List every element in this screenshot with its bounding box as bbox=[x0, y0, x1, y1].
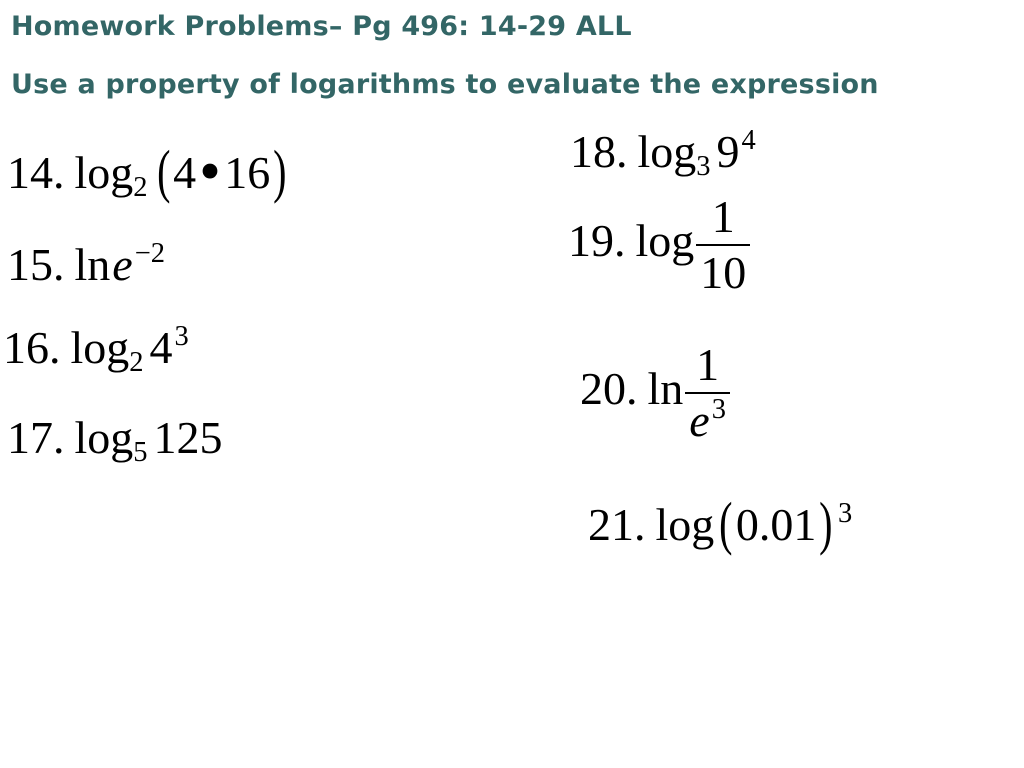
problem-17 bbox=[7, 412, 223, 468]
open-paren: ( bbox=[156, 139, 171, 204]
log-base: 2 bbox=[129, 346, 144, 378]
log-function: log bbox=[655, 499, 715, 551]
problem-20 bbox=[580, 339, 730, 446]
problem-15 bbox=[7, 238, 166, 290]
denominator-exponent: 3 bbox=[711, 394, 726, 426]
operand-b: 16 bbox=[224, 147, 271, 199]
fraction bbox=[696, 191, 750, 298]
multiply-dot: • bbox=[199, 136, 222, 206]
problem-14 bbox=[7, 136, 290, 206]
problem-number: 15. bbox=[7, 239, 65, 290]
slide-subtitle: Use a property of logarithms to evaluate the expression bbox=[11, 69, 879, 100]
ln-function: ln bbox=[647, 362, 684, 414]
problem-21 bbox=[588, 491, 853, 556]
argument: e bbox=[112, 239, 133, 290]
open-paren: ( bbox=[719, 491, 733, 556]
close-paren: ) bbox=[273, 139, 287, 204]
log-function: log bbox=[74, 147, 134, 199]
problem-16 bbox=[3, 321, 189, 378]
denominator bbox=[685, 392, 730, 444]
operand-a: 4 bbox=[173, 147, 197, 199]
log-function: log bbox=[74, 412, 134, 463]
log-base: 5 bbox=[133, 436, 148, 468]
close-paren: ) bbox=[819, 491, 833, 556]
problem-number: 21. bbox=[588, 499, 646, 551]
log-function: log bbox=[635, 214, 695, 266]
exponent: 4 bbox=[741, 125, 756, 157]
numerator: 1 bbox=[696, 339, 720, 390]
ln-function: ln bbox=[74, 239, 111, 290]
exponent: 3 bbox=[838, 498, 853, 530]
problem-18 bbox=[570, 125, 756, 182]
denominator-base: e bbox=[689, 395, 710, 446]
problem-number: 14. bbox=[7, 147, 65, 199]
slide-title: Homework Problems– Pg 496: 14-29 ALL bbox=[11, 11, 632, 42]
fraction bbox=[685, 339, 730, 446]
log-function: log bbox=[637, 126, 697, 177]
numerator: 1 bbox=[711, 191, 735, 242]
log-function: log bbox=[70, 322, 130, 373]
problem-number: 17. bbox=[7, 412, 65, 463]
argument: 4 bbox=[149, 322, 173, 373]
problem-number: 20. bbox=[580, 362, 638, 414]
argument: 125 bbox=[153, 412, 223, 463]
problem-number: 19. bbox=[568, 214, 626, 266]
problem-number: 18. bbox=[570, 126, 628, 177]
denominator: 10 bbox=[696, 244, 750, 296]
argument: 0.01 bbox=[735, 499, 817, 551]
problem-19 bbox=[568, 191, 750, 298]
exponent: 3 bbox=[174, 321, 189, 353]
exponent: −2 bbox=[134, 238, 166, 270]
log-base: 2 bbox=[133, 172, 148, 204]
log-base: 3 bbox=[696, 150, 711, 182]
problem-number: 16. bbox=[3, 322, 61, 373]
argument: 9 bbox=[716, 126, 740, 177]
